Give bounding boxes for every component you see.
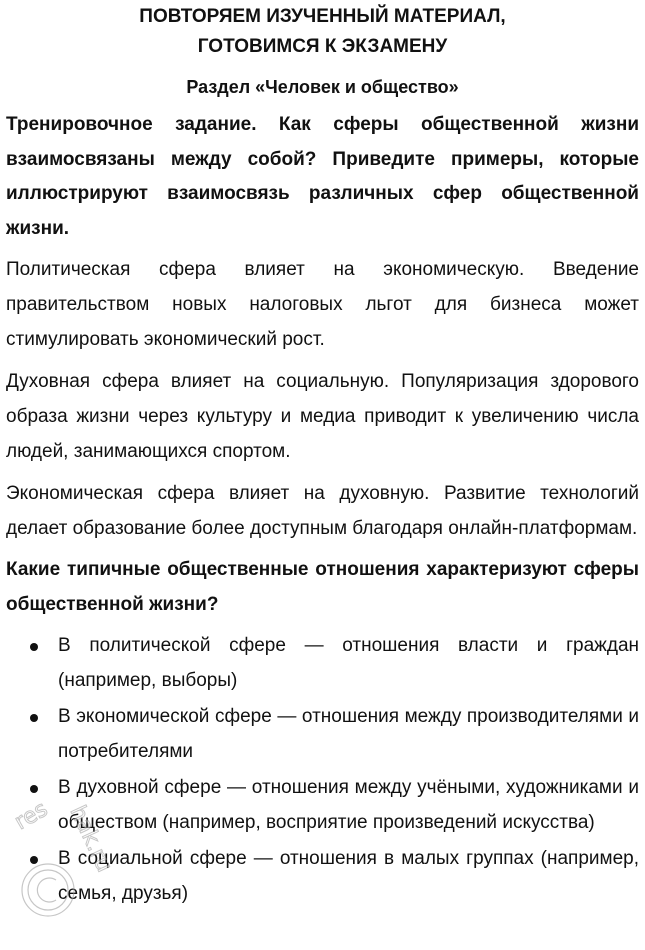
page-title [6,0,639,62]
list-item-text: В экономической сфере — отношения между производителями и потребителями [58,706,639,762]
svg-text:res: res [10,796,53,836]
bullet-icon [30,785,38,793]
bullet-icon [30,714,38,722]
bullet-icon [30,856,38,864]
list-item-text: В социальной сфере — отношения в малых группах (например, семья, друзья) [58,848,639,904]
title-line-2: ГОТОВИМСЯ К ЭКЗАМЕНУ [197,36,448,57]
second-question: Какие типичные общественные отношения характеризуют сферы общественной жизни? [6,559,639,615]
bullet-icon [30,643,38,651]
relations-list [6,628,639,911]
section-title: Раздел «Человек и общество» [186,77,459,97]
list-item [6,770,639,840]
answer-paragraph: Духовная сфера влияет на социальную. Популяризация здорового образа жизни через культуру и медиа приводит к увеличению числа людей, занимающихся спортом. [6,371,639,462]
list-item-text: В политической сфере — отношения власти и граждан (например, выборы) [58,635,639,691]
answer-paragraph: Политическая сфера влияет на экономическую. Введение правительством новых налоговых льгот для бизнеса может стимулировать экономический рост. [6,259,639,350]
list-item [6,699,639,769]
list-item [6,628,639,698]
title-line-1: ПОВТОРЯЕМ ИЗУЧЕННЫЙ МАТЕРИАЛ, [139,6,506,27]
svg-text:hak.ru: hak.ru [64,801,117,877]
answer-paragraph: Экономическая сфера влияет на духовную. Развитие технологий делает образование более доступным благодаря онлайн-платформам. [6,483,639,539]
task-question: Тренировочное задание. Как сферы общественной жизни взаимосвязаны между собой? Приведите примеры, которые иллюстрируют взаимосвязь различных сфер общественной жизни. [6,114,639,239]
list-item-text: В духовной сфере — отношения между учёными, художниками и обществом (например, восприятие произведений искусства) [58,777,639,833]
list-item [6,841,639,911]
